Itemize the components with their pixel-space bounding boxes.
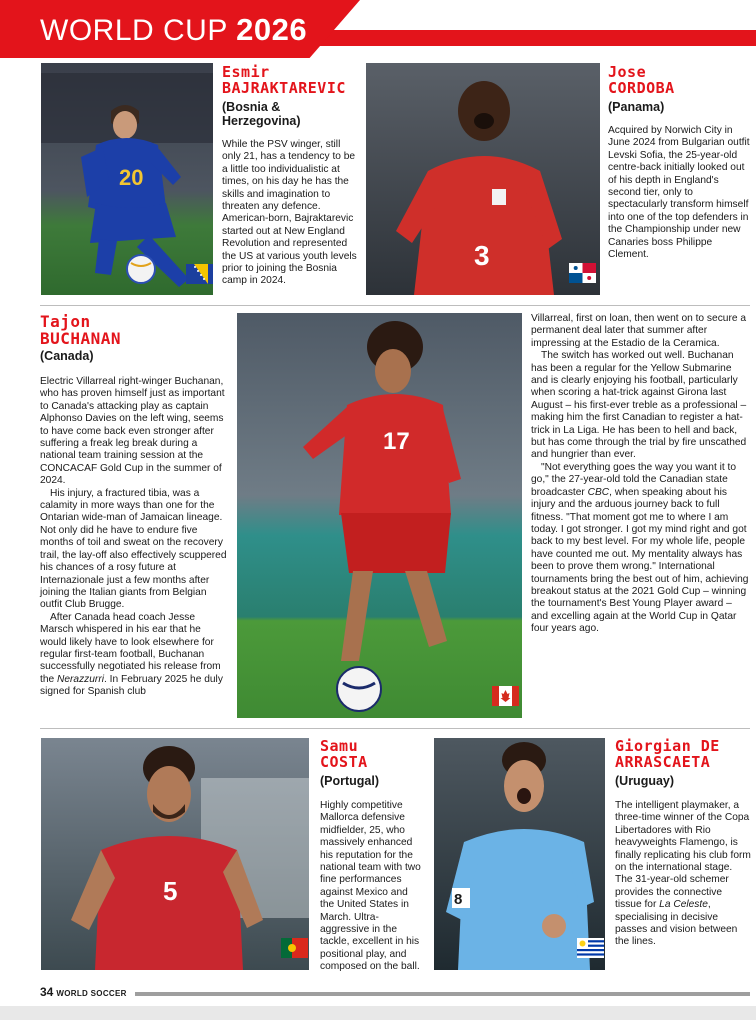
flag-uruguay-icon bbox=[577, 938, 604, 958]
player-bio: Acquired by Norwich City in June 2024 from Bulgarian outfit Levski Sofia, the 25-year-old centre-back initially looked out of his depth in England's second tier, only to spectacularly transform himself into one of the top defenders in the Championship under new Canaries boss Philippe Clement. bbox=[608, 125, 750, 261]
player-bio: While the PSV winger, still only 21, has a tendency to be a little too individualistic at times, on his day he has the skills and imagination to threaten any defence. American-born, Bajraktarevic started out at New England Revolution and represented the US at various youth levels prior to joining the Bosnia camp in 2024. bbox=[222, 139, 357, 287]
page-title: WORLD CUP 2026 bbox=[40, 12, 308, 47]
player-bio: Highly competitive Mallorca defensive midfielder, 25, who massively enhanced his reputation for the national team with two fine performances against Mexico and the United States in March. Ultra-aggressive in the tackle, excellent in his positional play, and composed on the ball. bbox=[320, 800, 421, 973]
player-photo-bajraktarevic bbox=[41, 63, 213, 295]
jersey-number: 8 bbox=[454, 891, 463, 908]
player-country: (Uruguay) bbox=[615, 774, 675, 788]
player-name bbox=[222, 64, 346, 96]
section-divider bbox=[40, 728, 750, 729]
player-first-name: Giorgian DE bbox=[615, 737, 720, 755]
footer-shade bbox=[0, 1006, 756, 1020]
flag-portugal-icon bbox=[281, 938, 308, 958]
player-photo-buchanan bbox=[237, 313, 522, 718]
player-first-name: Esmir bbox=[222, 63, 270, 81]
jersey-number: 3 bbox=[474, 240, 490, 271]
player-name bbox=[608, 64, 675, 96]
flag-panama-icon bbox=[569, 263, 596, 283]
jersey-number: 17 bbox=[383, 428, 410, 455]
player-last-name: ARRASCAETA bbox=[615, 753, 711, 771]
jersey-number: 5 bbox=[163, 876, 178, 906]
player-first-name: Jose bbox=[608, 63, 647, 81]
footer-rule bbox=[135, 992, 750, 996]
player-last-name: BUCHANAN bbox=[40, 329, 122, 348]
player-last-name: CORDOBA bbox=[608, 79, 675, 97]
player-last-name: BAJRAKTAREVIC bbox=[222, 79, 346, 97]
player-bio: The intelligent playmaker, a three-time winner of the Copa Libertadores with Rio heavyweights Flamengo, is finally replicating his club form on the international stage. The 31-year-old schemer provides the connective tissue for La Celeste, specialising in decisive passes and vision between the lines. bbox=[615, 800, 751, 948]
player-first-name: Samu bbox=[320, 737, 359, 755]
player-bio-part2: Villarreal, first on loan, then went on to secure a permanent deal later that summer after impressing at the Estadio de la Ceramica. The switch has worked out well. Buchanan has been a regular for the Yellow Submarine and is clearly enjoying his football, particularly when scoring a hat-trick against Girona last August – his first-ever treble as a professional – making him the first Canadian to register a hat-trick in La Liga. He has been to hell and back, but has come through the trial by fire unscathed and hungrier than ever. "Not everything goes the way you want it to go," the 27-year-old told the Canadian state broadcaster CBC, when speaking about his injury and the arduous journey back to full fitness. "That moment got me to where I am today. I got stronger. I got my mind right and got back to my best level. For my whole life, people have counted me out. My mentality always has been to prove them wrong." International tournaments bring the best out of him, achieving breakout status at the 2021 Gold Cup – winning the tournament's Best Young Player award – and excelling again at the World Cup in Qatar four years ago. bbox=[531, 313, 749, 635]
player-photo-cordoba bbox=[366, 63, 600, 295]
jersey-number: 20 bbox=[119, 165, 144, 190]
page-footer bbox=[40, 985, 127, 999]
player-country: (Canada) bbox=[40, 349, 94, 363]
player-country: (Bosnia & Herzegovina) bbox=[222, 100, 301, 128]
section-divider bbox=[40, 305, 750, 306]
player-last-name: COSTA bbox=[320, 753, 368, 771]
player-country: (Panama) bbox=[608, 100, 665, 114]
player-bio-part1: Electric Villarreal right-winger Buchanan, who has proven himself just as important to Canada's attacking play as captain Alphonso Davies on the left wing, seems to have come back even stronger after suffering a freak leg break during a national team training session at the CONCACAF Gold Cup in the summer of 2024. His injury, a fractured tibia, was a calamity in more ways than one for the Ontarian wide-man of Jamaican lineage. Not only did he have to endure five months of toil and sweat on the recovery trail, the lay-off also effectively scuppered his chances of a rosy future at Internazionale just a few months after joining the Italian giants from Belgian outfit Club Brugge. After Canada head coach Jesse Marsch whispered in his ear that he would likely have to look elsewhere for regular first-team football, Buchanan successfully negotiated his release from the Nerazzurri. In February 2025 he duly signed for Spanish club bbox=[40, 376, 227, 698]
player-name bbox=[40, 313, 121, 347]
magazine-name: WORLD SOCCER bbox=[56, 989, 127, 998]
player-photo-de-arrascaeta bbox=[434, 738, 605, 970]
player-first-name: Tajon bbox=[40, 312, 91, 331]
header-banner bbox=[0, 0, 756, 46]
player-name bbox=[320, 738, 368, 770]
flag-bosnia-icon bbox=[186, 264, 213, 284]
flag-canada-icon bbox=[492, 686, 519, 706]
player-photo-costa bbox=[41, 738, 309, 970]
player-country: (Portugal) bbox=[320, 774, 380, 788]
player-name bbox=[615, 738, 720, 770]
page-number: 34 bbox=[40, 985, 54, 999]
